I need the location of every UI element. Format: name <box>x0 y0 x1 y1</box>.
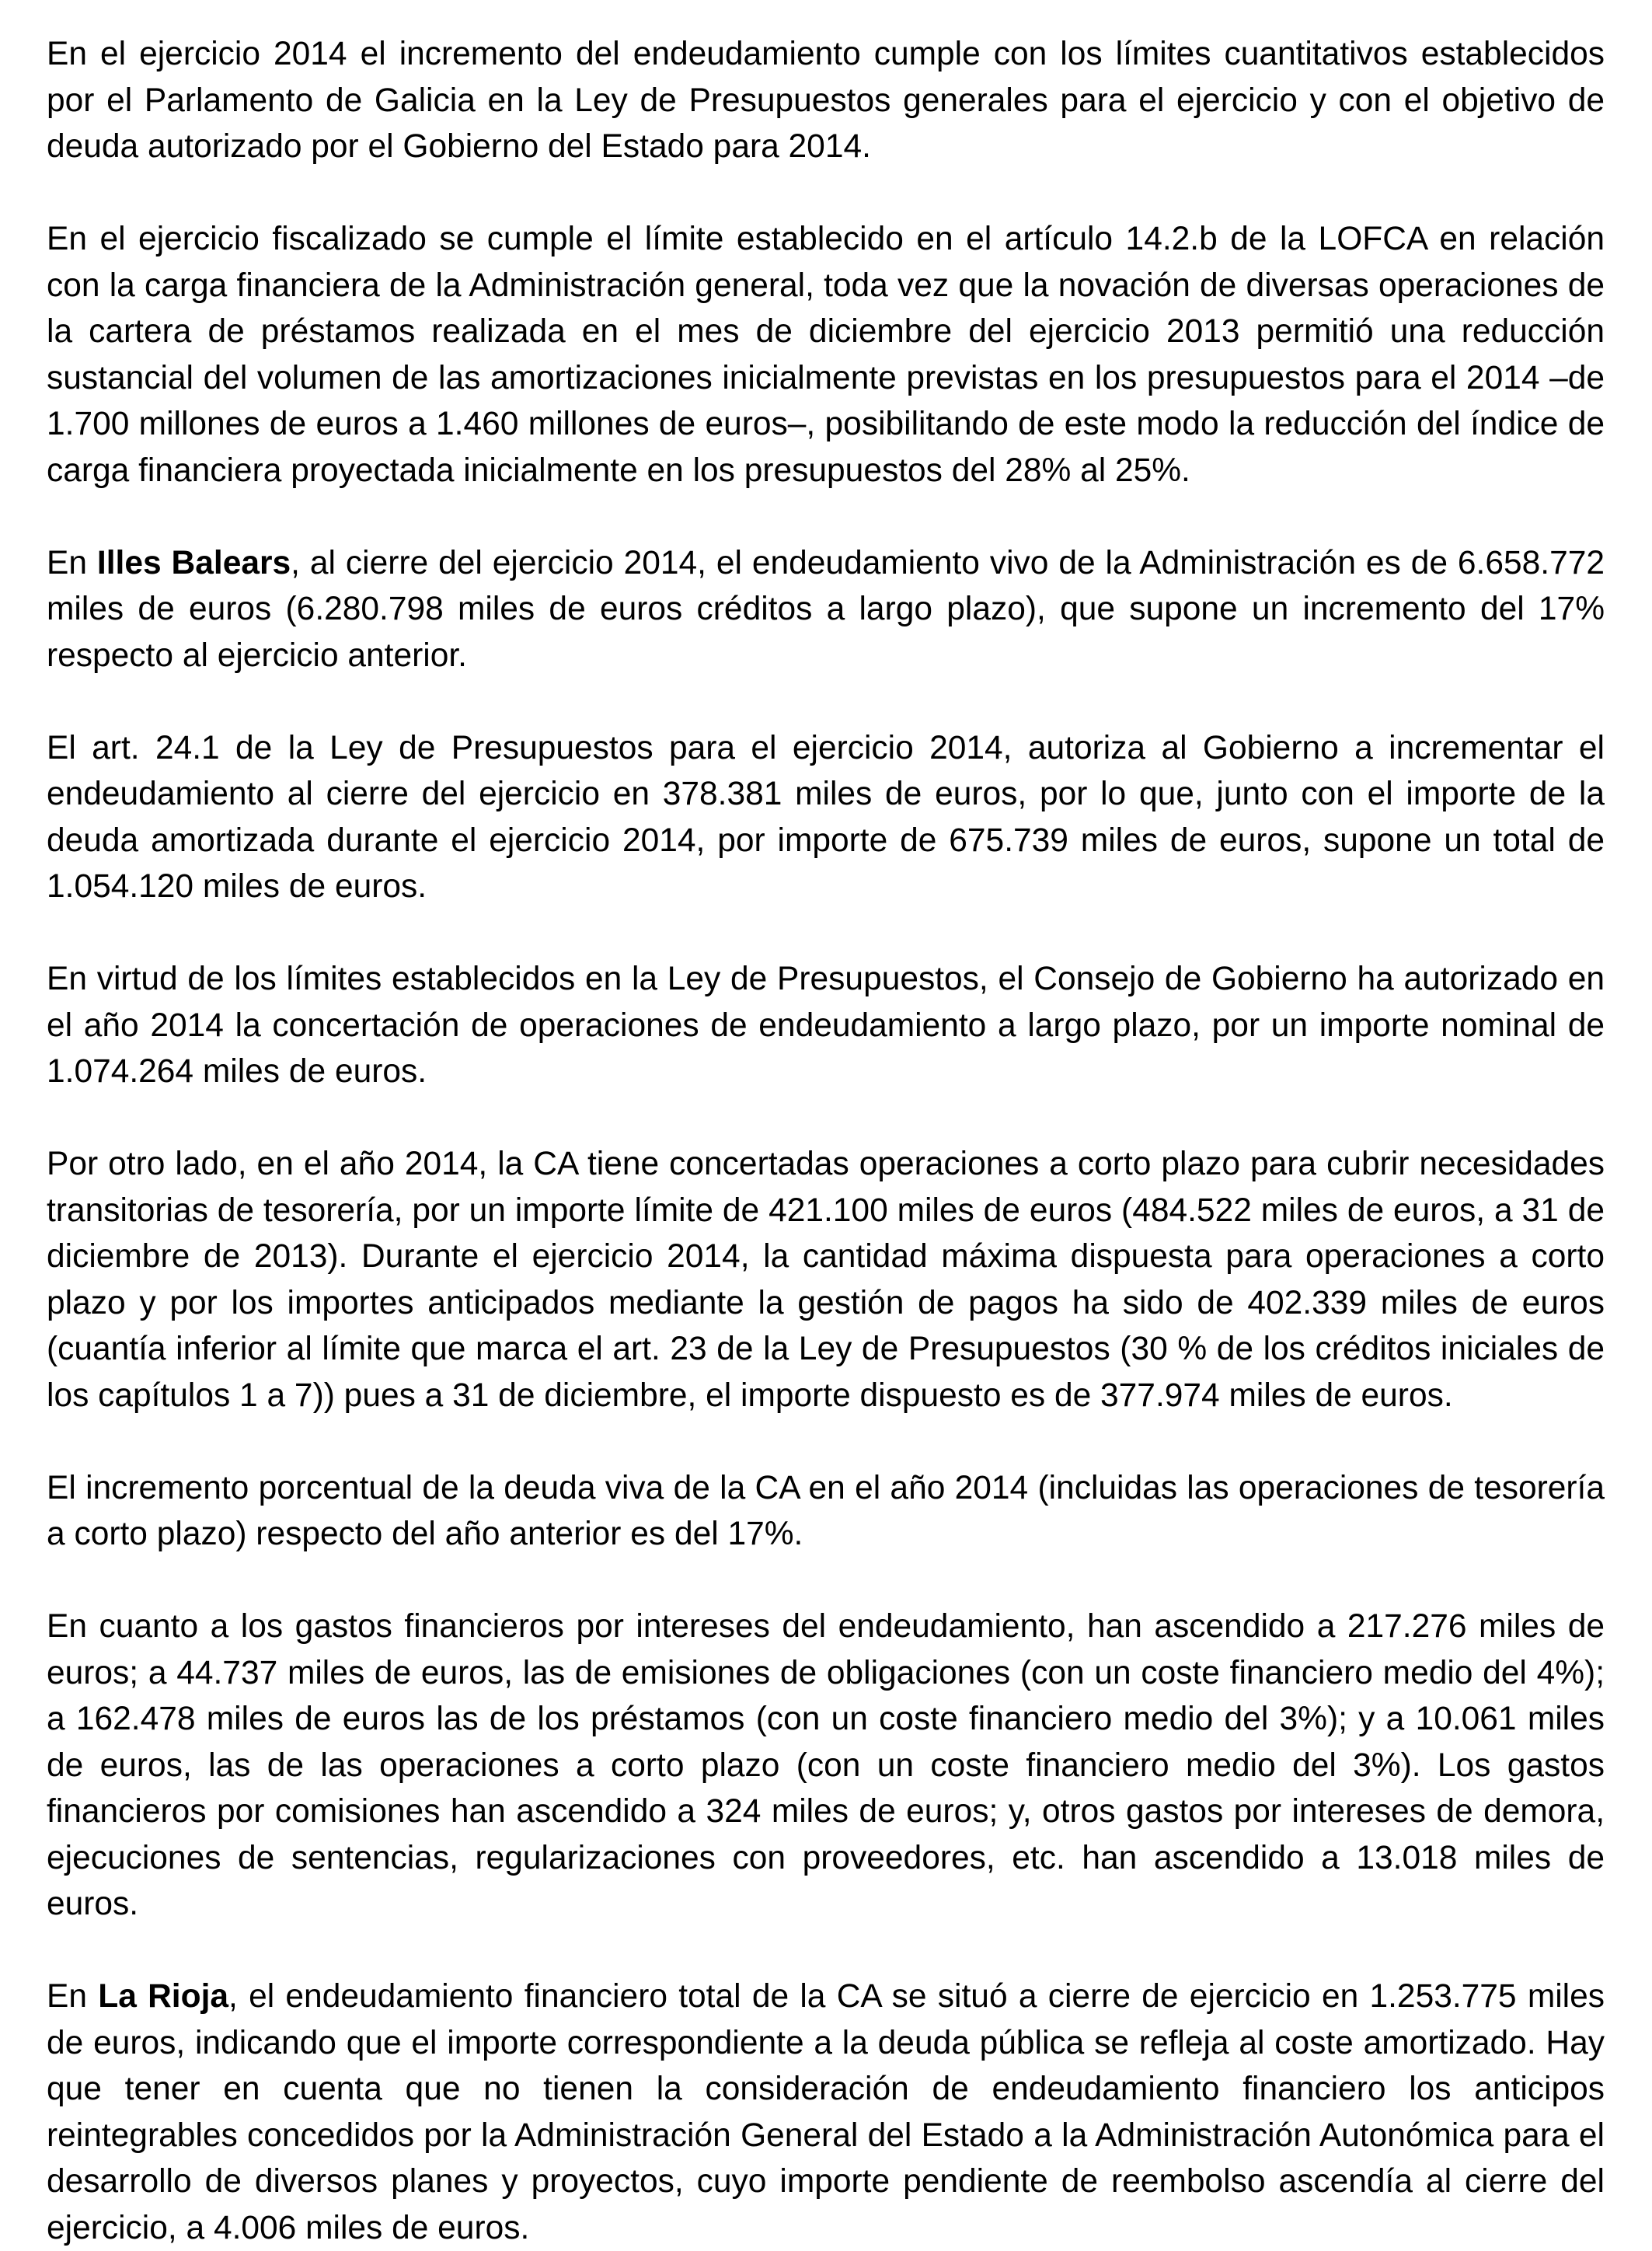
paragraph-body: , al cierre del ejercicio 2014, el endeudamiento vivo de la Administración es de 6.658.772 miles de euros (6.280.798 miles de euros créditos a largo plazo), que supone un incremento del 17% respecto al ejercicio anterior. <box>47 544 1605 674</box>
paragraph-prefix: En <box>47 1978 99 2015</box>
paragraph-illes-balears-debt <box>47 540 1605 679</box>
region-name-la-rioja: La Rioja <box>98 1978 229 2015</box>
paragraph-art-24-1: El art. 24.1 de la Ley de Presupuestos para el ejercicio 2014, autoriza al Gobierno a incrementar el endeudamiento al cierre del ejercicio en 378.381 miles de euros, por lo que, junto con el importe de la deuda amortizada durante el ejercicio 2014, por importe de 675.739 miles de euros, supone un total de 1.054.120 miles de euros. <box>47 729 1605 905</box>
paragraph-debt-increase: El incremento porcentual de la deuda viva de la CA en el año 2014 (incluidas las operaciones de tesorería a corto plazo) respecto del año anterior es del 17%. <box>47 1469 1605 1552</box>
paragraph-short-term-operations: Por otro lado, en el año 2014, la CA tiene concertadas operaciones a corto plazo para cubrir necesidades transitorias de tesorería, por un importe límite de 421.100 miles de euros (484.522 miles de euros, a 31 de diciembre de 2013). Durante el ejercicio 2014, la cantidad máxima dispuesta para operaciones a corto plazo y por los importes anticipados mediante la gestión de pagos ha sido de 402.339 miles de euros (cuantía inferior al límite que marca el art. 23 de la Ley de Presupuestos (30 % de los créditos iniciales de los capítulos 1 a 7)) pues a 31 de diciembre, el importe dispuesto es de 377.974 miles de euros. <box>47 1146 1605 1414</box>
paragraph-financial-expenses: En cuanto a los gastos financieros por intereses del endeudamiento, han ascendido a 217.276 miles de euros; a 44.737 miles de euros, las de emisiones de obligaciones (con un coste financiero medio del 4%); a 162.478 miles de euros las de los préstamos (con un coste financiero medio del 3%); y a 10.061 miles de euros, las de las operaciones a corto plazo (con un coste financiero medio del 3%). Los gastos financieros por comisiones han ascendido a 324 miles de euros; y, otros gastos por intereses de demora, ejecuciones de sentencias, regularizaciones con proveedores, etc. han ascendido a 13.018 miles de euros. <box>47 1608 1605 1922</box>
paragraph-la-rioja-debt <box>47 1974 1605 2251</box>
paragraph-lofca-limit: En el ejercicio fiscalizado se cumple el límite establecido en el artículo 14.2.b de la LOFCA en relación con la carga financiera de la Administración general, toda vez que la novación de diversas operaciones de la cartera de préstamos realizada en el mes de diciembre del ejercicio 2013 permitió una reducción sustancial del volumen de las amortizaciones inicialmente previstas en los presupuestos para el 2014 –de 1.700 millones de euros a 1.460 millones de euros–, posibilitando de este modo la reducción del índice de carga financiera proyectada inicialmente en los presupuestos del 28% al 25%. <box>47 221 1605 489</box>
paragraph-galicia-limits: En el ejercicio 2014 el incremento del endeudamiento cumple con los límites cuantitativos establecidos por el Parlamento de Galicia en la Ley de Presupuestos generales para el ejercicio y con el objetivo de deuda autorizado por el Gobierno del Estado para 2014. <box>47 36 1605 165</box>
paragraph-consejo-gobierno: En virtud de los límites establecidos en la Ley de Presupuestos, el Consejo de Gobierno ha autorizado en el año 2014 la concertación de operaciones de endeudamiento a largo plazo, por un importe nominal de 1.074.264 miles de euros. <box>47 961 1605 1090</box>
paragraph-body: , el endeudamiento financiero total de la CA se situó a cierre de ejercicio en 1.253.775 miles de euros, indicando que el importe correspondiente a la deuda pública se refleja al coste amortizado. Hay que tener en cuenta que no tienen la consideración de endeudamiento financiero los anticipos reintegrables concedidos por la Administración General del Estado a la Administración Autonómica para el desarrollo de diversos planes y proyectos, cuyo importe pendiente de reembolso ascendía al cierre del ejercicio, a 4.006 miles de euros. <box>47 1978 1605 2246</box>
paragraph-prefix: En <box>47 544 97 581</box>
document-page <box>47 31 1605 2251</box>
region-name-illes-balears: Illes Balears <box>96 544 291 581</box>
